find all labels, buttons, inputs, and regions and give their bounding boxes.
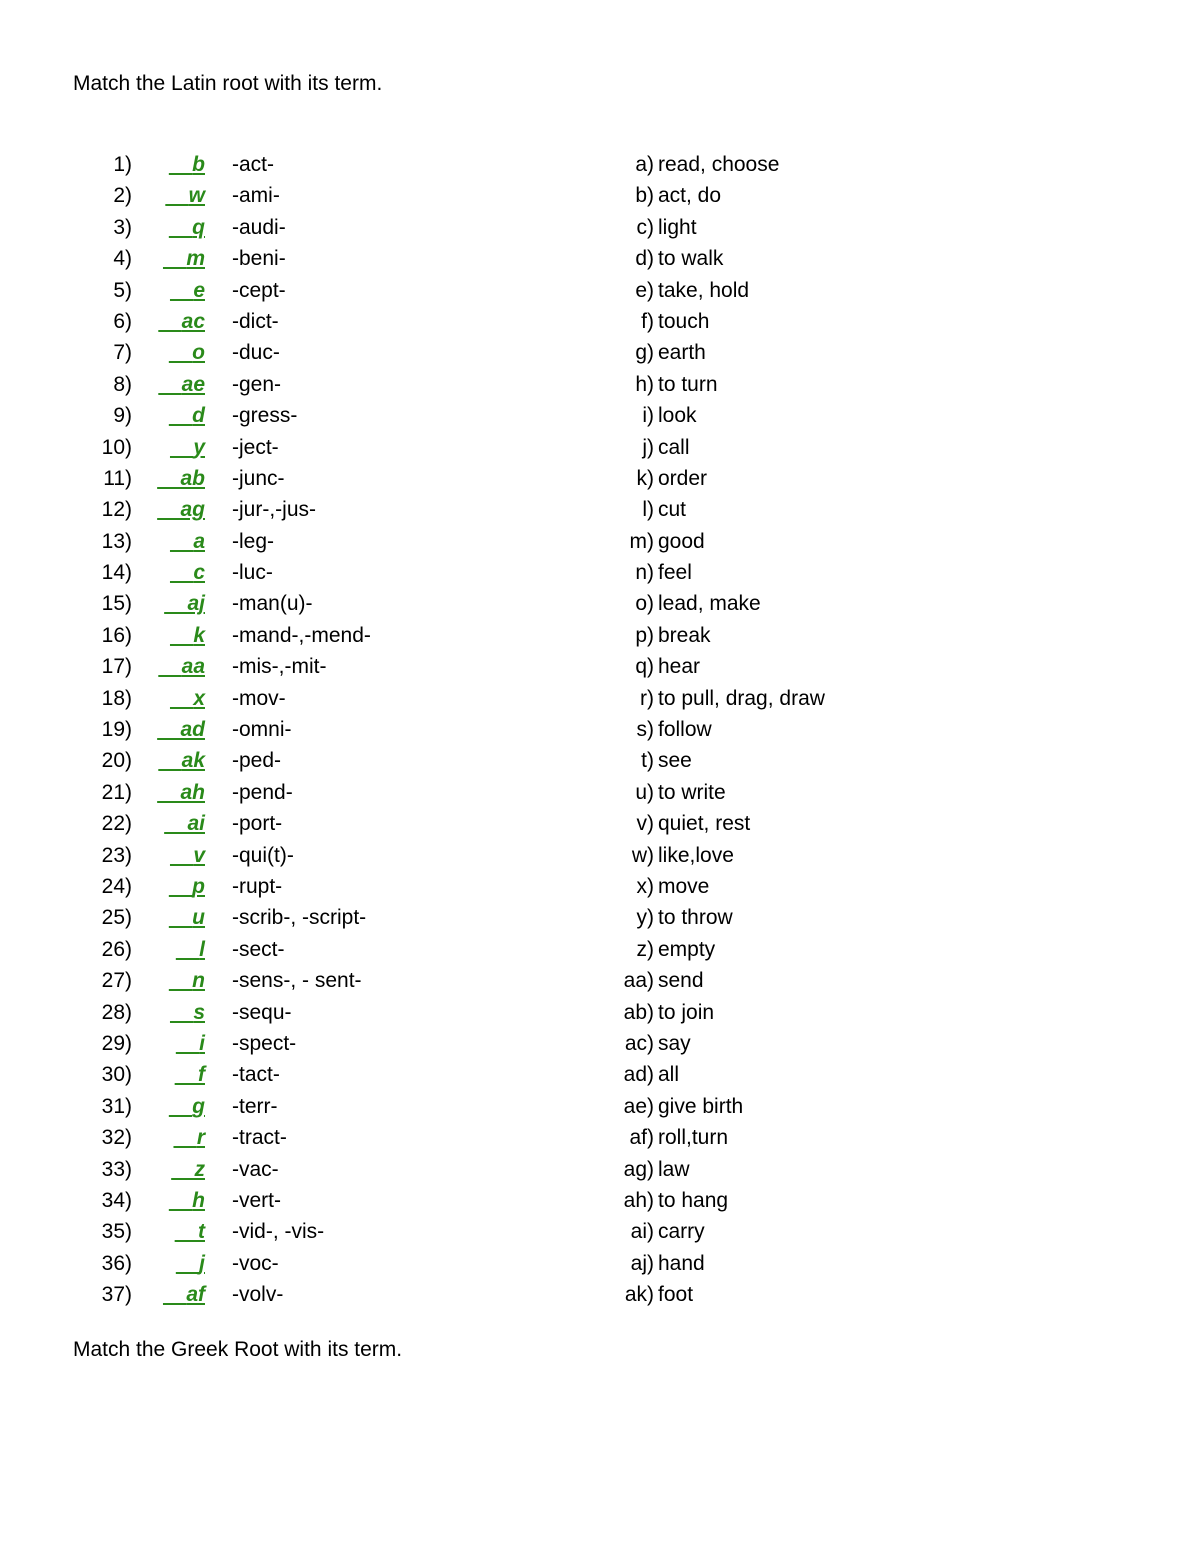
latin-root: -ped-: [232, 749, 282, 773]
match-row: [0, 372, 1200, 403]
item-number: 5): [113, 278, 132, 302]
definition-letter: aj): [630, 1251, 654, 1275]
definition-text: light: [658, 215, 697, 239]
item-number: 2): [113, 184, 132, 208]
item-number: 33): [101, 1157, 132, 1181]
answer-blank: l: [199, 937, 205, 961]
definition-letter: af): [629, 1126, 654, 1150]
definition-text: take, hold: [658, 278, 750, 302]
match-row: [0, 152, 1200, 183]
definition-letter: b): [635, 184, 654, 208]
match-row: [0, 843, 1200, 874]
definition-text: feel: [658, 561, 692, 585]
definition-letter: w): [631, 843, 654, 867]
latin-root: -mand-,-mend-: [232, 623, 371, 647]
definition-letter: ae): [623, 1094, 654, 1118]
latin-root: -scrib-, -script-: [232, 906, 367, 930]
latin-root: -sequ-: [232, 1000, 292, 1024]
match-row: [0, 811, 1200, 842]
definition-text: good: [658, 529, 705, 553]
answer-blank: b: [192, 153, 205, 176]
answer-blank: q: [192, 215, 205, 239]
item-number: 18): [101, 686, 132, 710]
answer-blank: g: [192, 1094, 205, 1118]
item-number: 17): [101, 655, 132, 679]
definition-letter: g): [635, 341, 654, 365]
definition-text: give birth: [658, 1094, 744, 1118]
definition-letter: l): [642, 498, 654, 522]
latin-root: -audi-: [232, 215, 286, 239]
match-row: [0, 780, 1200, 811]
definition-letter: k): [636, 466, 654, 490]
definition-letter: h): [635, 372, 654, 396]
item-number: 21): [101, 780, 132, 804]
match-row: [0, 874, 1200, 905]
answer-blank: ai: [187, 812, 205, 836]
match-row: [0, 1219, 1200, 1250]
definition-text: send: [658, 969, 704, 993]
definition-letter: ac): [624, 1031, 654, 1055]
definition-letter: d): [635, 247, 654, 271]
item-number: 6): [113, 309, 132, 333]
latin-root: -ami-: [232, 184, 280, 208]
definition-letter: aa): [623, 969, 654, 993]
answer-blank: t: [198, 1220, 205, 1244]
answer-blank: u: [192, 906, 205, 930]
definition-letter: u): [635, 780, 654, 804]
latin-root: -luc-: [232, 561, 273, 585]
answer-blank: d: [192, 404, 205, 428]
item-number: 1): [113, 153, 132, 176]
match-row: [0, 748, 1200, 779]
answer-blank: ah: [180, 780, 205, 804]
answer-blank: j: [199, 1251, 205, 1275]
definition-text: like,love: [658, 843, 734, 867]
item-number: 35): [101, 1220, 132, 1244]
match-row: [0, 1157, 1200, 1188]
match-row: [0, 497, 1200, 528]
match-row: [0, 1062, 1200, 1093]
answer-blank: ab: [180, 466, 205, 490]
latin-root: -voc-: [232, 1251, 279, 1275]
matching-list: [0, 152, 1200, 1313]
definition-text: to join: [658, 1000, 715, 1024]
definition-letter: n): [635, 561, 654, 585]
answer-blank: p: [192, 874, 205, 898]
definition-text: act, do: [658, 184, 722, 208]
definition-letter: c): [636, 215, 654, 239]
match-row: [0, 686, 1200, 717]
item-number: 29): [101, 1031, 132, 1055]
match-row: [0, 1125, 1200, 1156]
definition-letter: f): [641, 309, 654, 333]
item-number: 14): [101, 561, 132, 585]
definition-text: to pull, drag, draw: [658, 686, 825, 710]
definition-letter: i): [642, 404, 654, 428]
definition-letter: ai): [630, 1220, 654, 1244]
latin-root: -omni-: [232, 718, 292, 742]
item-number: 24): [101, 874, 132, 898]
latin-root: -ject-: [232, 435, 279, 459]
definition-text: order: [658, 466, 708, 490]
latin-root: -pend-: [232, 780, 293, 804]
definition-letter: s): [636, 718, 654, 742]
answer-blank: w: [188, 184, 205, 208]
definition-letter: m): [629, 529, 654, 553]
definition-letter: y): [636, 906, 654, 930]
item-number: 22): [101, 812, 132, 836]
answer-blank: y: [193, 435, 205, 459]
item-number: 15): [101, 592, 132, 616]
match-row: [0, 340, 1200, 371]
definition-text: hand: [658, 1251, 705, 1275]
definition-text: follow: [658, 718, 712, 742]
match-row: [0, 591, 1200, 622]
latin-root: -sect-: [232, 937, 285, 961]
definition-letter: p): [635, 623, 654, 647]
latin-root: -tract-: [232, 1126, 287, 1150]
latin-root: -vac-: [232, 1157, 279, 1181]
latin-root: -cept-: [232, 278, 286, 302]
item-number: 11): [103, 466, 132, 490]
latin-root: -terr-: [232, 1094, 278, 1118]
answer-blank: ak: [181, 749, 205, 773]
item-number: 19): [101, 718, 132, 742]
answer-blank: s: [193, 1000, 205, 1024]
match-row: [0, 183, 1200, 214]
definition-text: to turn: [658, 372, 718, 396]
match-row: [0, 435, 1200, 466]
latin-root: -port-: [232, 812, 283, 836]
latin-root: -act-: [232, 153, 274, 176]
answer-blank: af: [186, 1283, 205, 1307]
latin-root: -sens-, - sent-: [232, 969, 362, 993]
item-number: 3): [113, 215, 132, 239]
match-row: [0, 403, 1200, 434]
definition-letter: t): [641, 749, 654, 773]
latin-root: -duc-: [232, 341, 280, 365]
answer-blank: aj: [187, 592, 205, 616]
answer-blank: a: [193, 529, 205, 553]
match-row: [0, 466, 1200, 497]
item-number: 27): [101, 969, 132, 993]
latin-root: -mov-: [232, 686, 286, 710]
definition-text: law: [658, 1157, 690, 1181]
latin-root: -gress-: [232, 404, 298, 428]
definition-text: to walk: [658, 247, 724, 271]
definition-text: cut: [658, 498, 687, 522]
definition-letter: ah): [623, 1188, 654, 1212]
definition-text: look: [658, 404, 697, 428]
answer-blank: e: [193, 278, 205, 302]
item-number: 9): [113, 404, 132, 428]
definition-letter: ag): [623, 1157, 654, 1181]
definition-letter: o): [635, 592, 654, 616]
definition-letter: ak): [624, 1283, 654, 1307]
match-row: [0, 717, 1200, 748]
match-row: [0, 246, 1200, 277]
definition-text: see: [658, 749, 692, 773]
definition-text: to throw: [658, 906, 733, 930]
definition-text: call: [658, 435, 690, 459]
item-number: 31): [101, 1094, 132, 1118]
latin-root: -qui(t)-: [232, 843, 294, 867]
definition-text: all: [658, 1063, 680, 1087]
answer-blank: z: [194, 1157, 205, 1181]
item-number: 13): [101, 529, 132, 553]
item-number: 36): [101, 1251, 132, 1275]
definition-text: hear: [658, 655, 701, 679]
answer-blank: x: [193, 686, 205, 710]
latin-root: -spect-: [232, 1031, 297, 1055]
definition-letter: z): [636, 937, 654, 961]
match-row: [0, 529, 1200, 560]
definition-letter: a): [635, 153, 654, 176]
answer-blank: ac: [181, 309, 205, 333]
match-row: [0, 1251, 1200, 1282]
definition-letter: j): [642, 435, 654, 459]
latin-root: -tact-: [232, 1063, 280, 1087]
definition-text: carry: [658, 1220, 705, 1244]
match-row: [0, 1188, 1200, 1219]
match-row: [0, 1282, 1200, 1313]
definition-letter: r): [640, 686, 654, 710]
match-row: [0, 215, 1200, 246]
latin-root: -jur-,-jus-: [232, 498, 316, 522]
match-row: [0, 623, 1200, 654]
definition-letter: v): [636, 812, 654, 836]
definition-text: roll,turn: [658, 1126, 729, 1150]
latin-root: -mis-,-mit-: [232, 655, 327, 679]
item-number: 16): [101, 623, 132, 647]
item-number: 28): [101, 1000, 132, 1024]
match-row: [0, 1000, 1200, 1031]
latin-section-heading: Match the Latin root with its term.: [73, 72, 383, 95]
answer-blank: r: [196, 1126, 205, 1150]
definition-text: say: [658, 1031, 691, 1055]
latin-root: -man(u)-: [232, 592, 313, 616]
match-row: [0, 560, 1200, 591]
match-row: [0, 968, 1200, 999]
latin-root: -leg-: [232, 529, 275, 553]
item-number: 23): [101, 843, 132, 867]
latin-root: -rupt-: [232, 874, 283, 898]
definition-letter: ad): [623, 1063, 654, 1087]
item-number: 25): [101, 906, 132, 930]
definition-text: lead, make: [658, 592, 761, 616]
definition-text: earth: [658, 341, 706, 365]
answer-blank: c: [193, 561, 205, 585]
latin-root: -vid-, -vis-: [232, 1220, 325, 1244]
definition-text: quiet, rest: [658, 812, 751, 836]
item-number: 10): [101, 435, 132, 459]
match-row: [0, 905, 1200, 936]
definition-letter: e): [635, 278, 654, 302]
definition-letter: x): [636, 874, 654, 898]
definition-text: empty: [658, 937, 716, 961]
definition-text: break: [658, 623, 711, 647]
match-row: [0, 278, 1200, 309]
answer-blank: aa: [181, 655, 205, 679]
item-number: 4): [113, 247, 132, 271]
answer-blank: v: [193, 843, 205, 867]
latin-root: -gen-: [232, 372, 282, 396]
definition-text: touch: [658, 309, 710, 333]
item-number: 30): [101, 1063, 132, 1087]
definition-text: to hang: [658, 1188, 729, 1212]
definition-text: foot: [658, 1283, 694, 1307]
answer-blank: ae: [181, 372, 205, 396]
greek-section-heading: Match the Greek Root with its term.: [73, 1338, 403, 1361]
definition-text: read, choose: [658, 153, 780, 176]
latin-root: -vert-: [232, 1188, 281, 1212]
latin-root: -junc-: [232, 466, 285, 490]
item-number: 34): [101, 1188, 132, 1212]
answer-blank: n: [192, 969, 205, 993]
item-number: 26): [101, 937, 132, 961]
match-row: [0, 1031, 1200, 1062]
definition-letter: q): [635, 655, 654, 679]
item-number: 37): [101, 1283, 132, 1307]
answer-blank: i: [199, 1031, 205, 1055]
definition-letter: ab): [623, 1000, 654, 1024]
answer-blank: ag: [180, 498, 205, 522]
match-row: [0, 1094, 1200, 1125]
match-row: [0, 937, 1200, 968]
item-number: 7): [113, 341, 132, 365]
item-number: 20): [101, 749, 132, 773]
answer-blank: ad: [180, 718, 205, 742]
answer-blank: m: [186, 247, 205, 271]
item-number: 32): [101, 1126, 132, 1150]
answer-blank: h: [192, 1188, 205, 1212]
answer-blank: o: [192, 341, 205, 365]
item-number: 8): [113, 372, 132, 396]
definition-text: to write: [658, 780, 726, 804]
match-row: [0, 309, 1200, 340]
latin-root: -dict-: [232, 309, 279, 333]
answer-blank: k: [193, 623, 205, 647]
match-row: [0, 654, 1200, 685]
latin-root: -volv-: [232, 1283, 284, 1307]
answer-blank: f: [198, 1063, 205, 1087]
definition-text: move: [658, 874, 710, 898]
latin-root: -beni-: [232, 247, 286, 271]
item-number: 12): [101, 498, 132, 522]
